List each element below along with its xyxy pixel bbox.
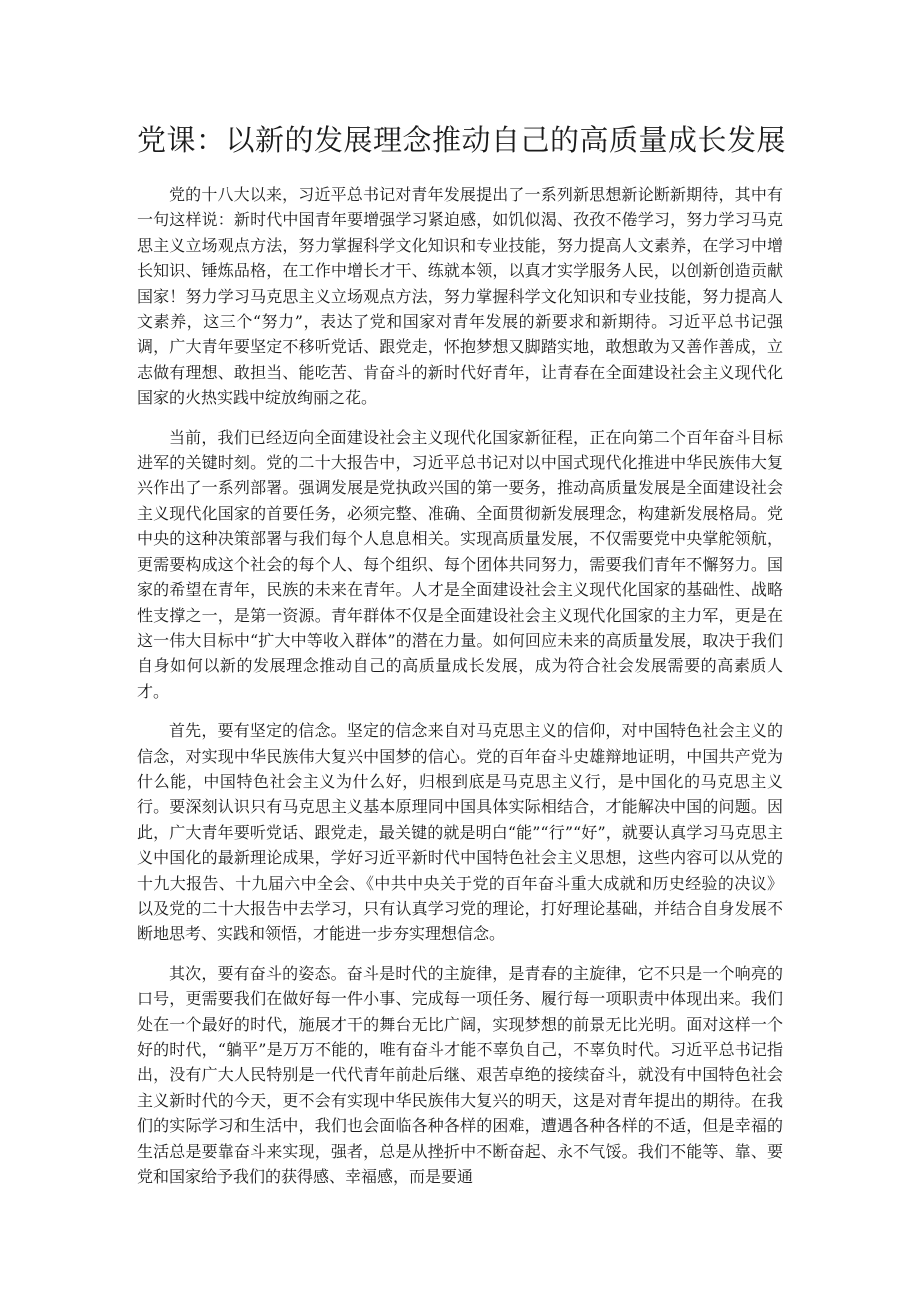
document-body (137, 118, 787, 1203)
paragraph-1: 党的十八大以来，习近平总书记对青年发展提出了一系列新思想新论断新期待，其中有一句这样说：新时代中国青年要增强学习紧迫感，如饥似渴、孜孜不倦学习，努力学习马克思主义立场观点方法，努力掌握科学文化知识和专业技能，努力提高人文素养，在学习中增长知识、锤炼品格，在工作中增长才干、练就本领，以真才实学服务人民，以创新创造贡献国家！努力学习马克思主义立场观点方法，努力掌握科学文化知识和专业技能，努力提高人文素养，这三个“努力”，表达了党和国家对青年发展的新要求和新期待。习近平总书记强调，广大青年要坚定不移听党话、跟党走，怀抱梦想又脚踏实地，敢想敢为又善作善成，立志做有理想、敢担当、能吃苦、肯奋斗的新时代好青年，让青春在全面建设社会主义现代化国家的火热实践中绽放绚丽之花。 (137, 185, 783, 408)
paragraph-4: 其次，要有奋斗的姿态。奋斗是时代的主旋律，是青春的主旋律，它不只是一个响亮的口号，更需要我们在做好每一件小事、完成每一项任务、履行每一项职责中体现出来。我们处在一个最好的时代，施展才干的舞台无比广阔，实现梦想的前景无比光明。面对这样一个好的时代，“躺平”是万万不能的，唯有奋斗才能不辜负自己，不辜负时代。习近平总书记指出，没有广大人民特别是一代代青年前赴后继、艰苦卓绝的接续奋斗，就没有中国特色社会主义新时代的今天，更不会有实现中华民族伟大复兴的明天，这是对青年提出的期待。在我们的实际学习和生活中，我们也会面临各种各样的困难，遭遇各种各样的不适，但是幸福的生活总是要靠奋斗来实现，强者，总是从挫折中不断奋起、永不气馁。我们不能等、靠、要党和国家给予我们的获得感、幸福感，而是要通 (137, 963, 783, 1187)
document-title: 党课：以新的发展理念推动自己的高质量成长发展 (137, 123, 787, 157)
paragraph-3: 首先，要有坚定的信念。坚定的信念来自对马克思主义的信仰，对中国特色社会主义的信念，对实现中华民族伟大复兴中国梦的信心。党的百年奋斗史雄辩地证明，中国共产党为什么能，中国特色社会主义为什么好，归根到底是马克思主义行，是中国化的马克思主义行。要深刻认识只有马克思主义基本原理同中国具体实际相结合，才能解决中国的问题。因此，广大青年要听党话、跟党走，最关键的就是明白“能”“行”“好”，就要认真学习马克思主义中国化的最新理论成果，学好习近平新时代中国特色社会主义思想，这些内容可以从党的十九大报告、十九届六中全会、《中共中央关于党的百年奋斗重大成就和历史经验的决议》以及党的二十大报告中去学习，只有认真学习党的理论，打好理论基础，并结合自身发展不断地思考、实践和领悟，才能进一步夯实理想信念。 (137, 721, 783, 944)
paragraph-2: 当前，我们已经迈向全面建设社会主义现代化国家新征程，正在向第二个百年奋斗目标进军的关键时刻。党的二十大报告中，习近平总书记对以中国式现代化推进中华民族伟大复兴作出了一系列部署。强调发展是党执政兴国的第一要务，推动高质量发展是全面建设社会主义现代化国家的首要任务，必须完整、准确、全面贯彻新发展理念，构建新发展格局。党中央的这种决策部署与我们每个人息息相关。实现高质量发展，不仅需要党中央掌舵领航，更需要构成这个社会的每个人、每个组织、每个团体共同努力，需要我们青年不懈努力。国家的希望在青年，民族的未来在青年。人才是全面建设社会主义现代化国家的基础性、战略性支撑之一，是第一资源。青年群体不仅是全面建设社会主义现代化国家的主力军，更是在这一伟大目标中“扩大中等收入群体”的潜在力量。如何回应未来的高质量发展，取决于我们自身如何以新的发展理念推动自己的高质量成长发展，成为符合社会发展需要的高素质人才。 (137, 427, 783, 701)
